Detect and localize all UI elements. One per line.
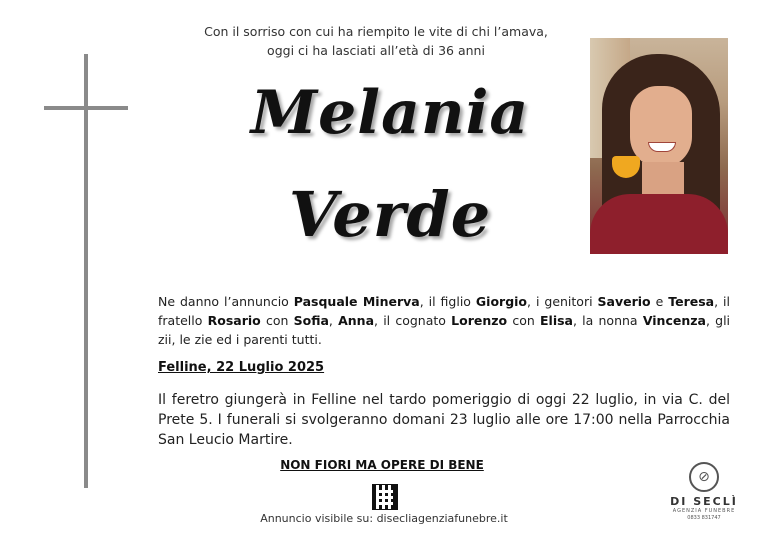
notice-name: Sofia <box>293 313 329 328</box>
notice-name: Giorgio <box>475 294 528 309</box>
qr-code-icon[interactable] <box>372 484 398 510</box>
notice-name: Teresa <box>668 294 715 309</box>
notice-text: , il fratello <box>158 294 730 328</box>
photo-face <box>630 86 692 168</box>
cross-horizontal <box>44 106 128 110</box>
intro-line-2: oggi ci ha lasciati all’età di 36 anni <box>267 43 485 58</box>
notice-name: Saverio <box>597 294 651 309</box>
notice-text: , il figlio <box>419 294 476 309</box>
notice-name: Pasquale Minerva <box>293 294 420 309</box>
notice-name: Vincenza <box>642 313 706 328</box>
notice-name: Rosario <box>207 313 261 328</box>
notice-name: Anna <box>338 313 375 328</box>
first-name: Melania <box>250 78 530 148</box>
website-link[interactable]: disecliagenziafunebre.it <box>376 512 508 525</box>
notice-text: , <box>328 313 339 328</box>
agency-subtitle: AGENZIA FUNEBRE <box>672 508 736 514</box>
agency-phone: 0833 831747 <box>687 515 721 521</box>
agency-emblem-icon: ⊘ <box>689 462 719 492</box>
cross-vertical <box>84 54 88 488</box>
no-flowers-note: NON FIORI MA OPERE DI BENE <box>280 458 484 472</box>
notice-text: e <box>650 294 669 309</box>
funeral-details: Il feretro giungerà in Felline nel tardo pomeriggio di oggi 22 luglio, in via C. del Prete 5. I funerali si svolgeranno domani 23 luglio alle ore 17:00 nella Parrocchia San Leucio Martire. <box>158 392 730 448</box>
notice-text: Ne danno l’annuncio <box>158 294 294 309</box>
announcement-text <box>158 292 730 349</box>
notice-text: con <box>260 313 294 328</box>
visible-label: Annuncio visibile su: <box>260 512 377 525</box>
agency-name: DI SECLÌ <box>670 495 738 508</box>
intro-line-1: Con il sorriso con cui ha riempito le vite di chi l’amava, <box>204 24 548 39</box>
notice-name: Lorenzo <box>451 313 508 328</box>
notice-text: , la nonna <box>572 313 643 328</box>
notice-text: con <box>507 313 540 328</box>
agency-logo <box>664 462 744 521</box>
last-name: Verde <box>288 178 492 251</box>
place-date: Felline, 22 Luglio 2025 <box>158 360 325 375</box>
visible-on <box>240 512 528 525</box>
intro-text <box>196 22 556 60</box>
notice-text: , gli zii, le zie ed i parenti tutti. <box>158 313 731 347</box>
portrait-photo <box>590 38 728 254</box>
notice-text: , i genitori <box>527 294 598 309</box>
notice-text: , il cognato <box>374 313 452 328</box>
notice-name: Elisa <box>540 313 573 328</box>
photo-top <box>590 194 728 254</box>
